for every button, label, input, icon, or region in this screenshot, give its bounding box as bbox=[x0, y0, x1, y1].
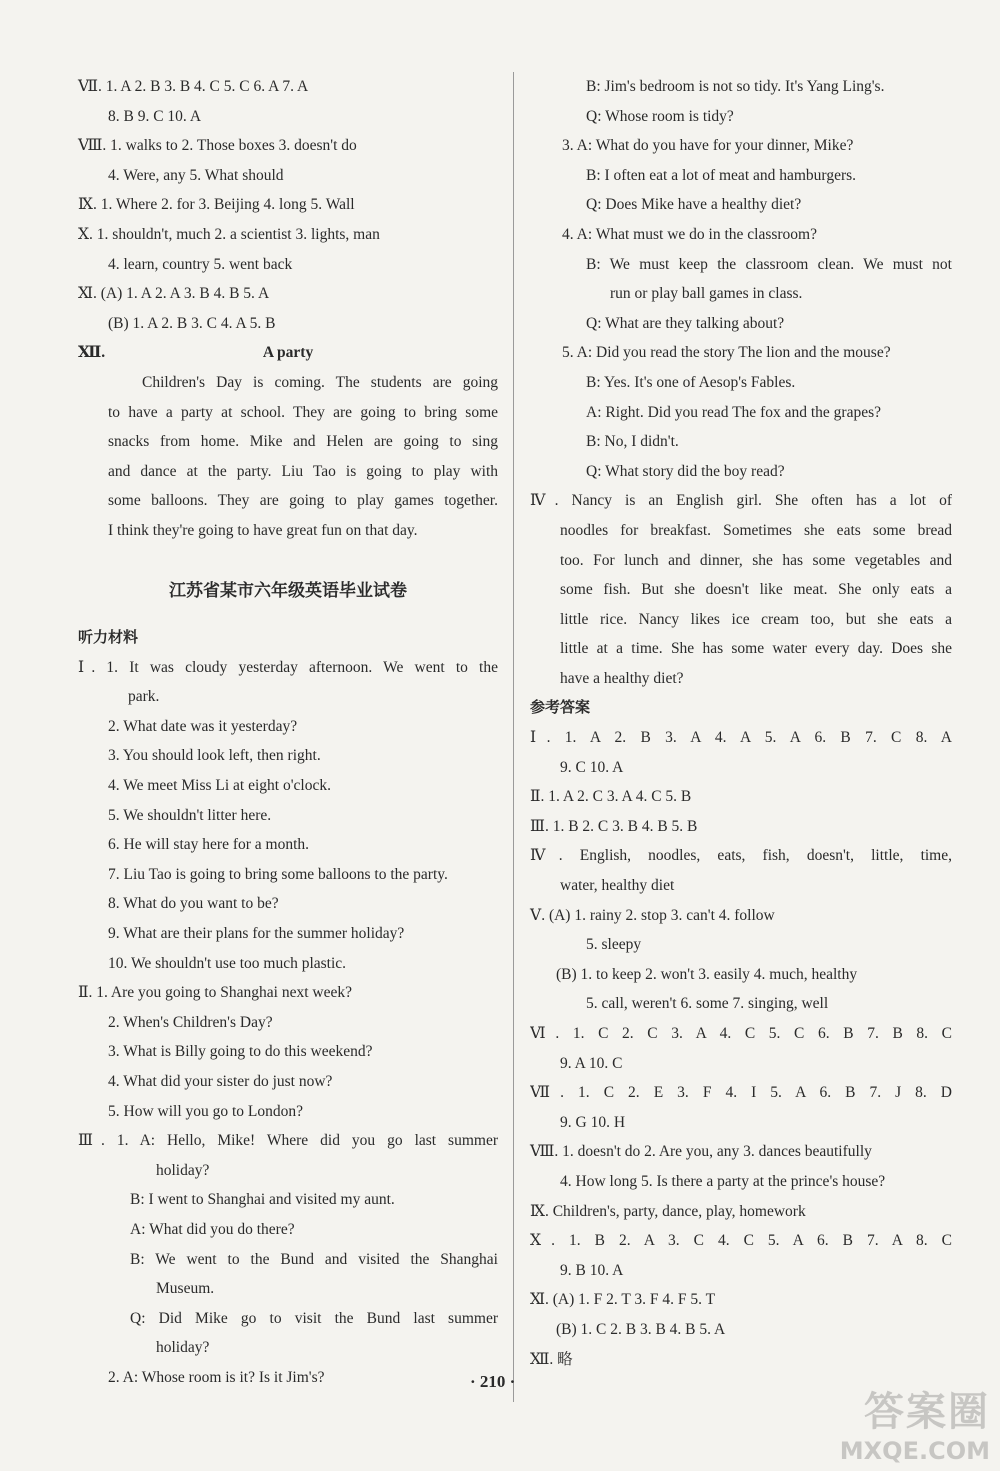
text-line: Ⅷ. 1. walks to 2. Those boxes 3. doesn't do bbox=[78, 137, 357, 155]
text-line: 4. A: What must we do in the classroom? bbox=[562, 225, 817, 243]
watermark-text: 答案圈 bbox=[864, 1389, 990, 1435]
text-line: park. bbox=[128, 688, 160, 706]
text-line: Ⅻ. 略 bbox=[530, 1350, 573, 1368]
text-line: (B) 1. C 2. B 3. B 4. B 5. A bbox=[556, 1320, 726, 1338]
essay-line: some balloons. They are going to play games together. bbox=[108, 492, 498, 510]
column-divider bbox=[513, 72, 514, 1402]
text-line: 5. sleepy bbox=[586, 936, 642, 954]
text-line: Ⅹ. 1. shouldn't, much 2. a scientist 3. lights, man bbox=[78, 225, 380, 243]
text-line: some fish. But she doesn't like meat. She only eats a bbox=[560, 581, 952, 599]
text-line: 8. What do you want to be? bbox=[108, 895, 279, 913]
text-line: 5. A: Did you read the story The lion and the mouse? bbox=[562, 344, 891, 362]
text-line: 9. B 10. A bbox=[560, 1261, 624, 1279]
essay-heading bbox=[78, 338, 498, 368]
text-line: Ⅰ. 1. A 2. B 3. A 4. A 5. A 6. B 7. C 8. A bbox=[530, 729, 952, 747]
essay-line: snacks from home. Mike and Helen are going to sing bbox=[108, 433, 498, 451]
text-line: little at a time. She has some water every day. Does she bbox=[560, 640, 952, 658]
text-line: little rice. Nancy likes ice cream too, but she eats a bbox=[560, 610, 952, 628]
text-line: 4. How long 5. Is there a party at the prince's house? bbox=[560, 1172, 886, 1190]
text-line: (B) 1. to keep 2. won't 3. easily 4. much, healthy bbox=[556, 965, 858, 983]
text-line: Q: Does Mike have a healthy diet? bbox=[586, 196, 802, 214]
text-line: Q: Did Mike go to visit the Bund last summer bbox=[130, 1309, 498, 1327]
text-line: (B) 1. A 2. B 3. C 4. A 5. B bbox=[108, 314, 276, 332]
essay-line: to have a party at school. They are going to bring some bbox=[108, 403, 498, 421]
text-line: 3. A: What do you have for your dinner, Mike? bbox=[562, 137, 854, 155]
text-line: Ⅸ. Children's, party, dance, play, homework bbox=[530, 1202, 806, 1220]
watermark-logo bbox=[840, 1380, 990, 1465]
text-line: Ⅰ. 1. It was cloudy yesterday afternoon. We went to the bbox=[78, 658, 498, 676]
text-line: B: We must keep the classroom clean. We must not bbox=[586, 255, 952, 273]
essay-roman: Ⅻ. bbox=[78, 344, 106, 362]
exam-title: 江苏省某市六年级英语毕业试卷 bbox=[169, 580, 407, 600]
text-line: Q: What are they talking about? bbox=[586, 314, 785, 332]
essay-line: I think they're going to have great fun on that day. bbox=[108, 521, 418, 539]
text-line: 8. B 9. C 10. A bbox=[108, 107, 202, 125]
text-line: 4. learn, country 5. went back bbox=[108, 255, 293, 273]
text-line: A: Right. Did you read The fox and the grapes? bbox=[586, 403, 881, 421]
page-number: · 210 · bbox=[470, 1372, 516, 1391]
text-line: 4. We meet Miss Li at eight o'clock. bbox=[108, 777, 331, 795]
text-line: B: We went to the Bund and visited the Shanghai bbox=[130, 1250, 498, 1268]
text-line: holiday? bbox=[156, 1161, 210, 1179]
text-line: Ⅵ. 1. C 2. C 3. A 4. C 5. C 6. B 7. B 8. C bbox=[530, 1025, 952, 1042]
right-column bbox=[530, 72, 952, 1374]
watermark-url: MXQE.COM bbox=[839, 1437, 990, 1465]
text-line: 3. You should look left, then right. bbox=[108, 747, 321, 765]
text-line: have a healthy diet? bbox=[560, 669, 684, 687]
listening-title: 听力材料 bbox=[78, 628, 139, 647]
text-line: 5. How will you go to London? bbox=[108, 1102, 304, 1120]
text-line: B: No, I didn't. bbox=[586, 433, 679, 451]
text-line: Ⅳ. English, noodles, eats, fish, doesn't, little, time, bbox=[530, 847, 952, 865]
text-line: B: I went to Shanghai and visited my aunt. bbox=[130, 1191, 395, 1209]
text-line: 5. call, weren't 6. some 7. singing, well bbox=[586, 995, 829, 1013]
text-line: 9. What are their plans for the summer holiday? bbox=[108, 925, 405, 943]
text-line: 6. He will stay here for a month. bbox=[108, 836, 310, 854]
text-line: 2. When's Children's Day? bbox=[108, 1013, 273, 1031]
text-line: Ⅳ. Nancy is an English girl. She often has a lot of bbox=[530, 492, 952, 510]
text-line: Ⅶ. 1. A 2. B 3. B 4. C 5. C 6. A 7. A bbox=[78, 78, 309, 95]
text-line: holiday? bbox=[156, 1339, 210, 1357]
text-line: Ⅶ. 1. C 2. E 3. F 4. I 5. A 6. B 7. J 8. D bbox=[530, 1084, 952, 1102]
text-line: noodles for breakfast. Sometimes she eats some bread bbox=[560, 521, 952, 539]
essay-body bbox=[78, 368, 498, 546]
text-line: Ⅸ. 1. Where 2. for 3. Beijing 4. long 5. Wall bbox=[78, 196, 355, 214]
text-line: Ⅺ. (A) 1. F 2. T 3. F 4. F 5. T bbox=[530, 1291, 716, 1309]
answers-title: 参考答案 bbox=[530, 698, 591, 717]
text-line: B: Yes. It's one of Aesop's Fables. bbox=[586, 373, 796, 391]
text-line: 10. We shouldn't use too much plastic. bbox=[108, 954, 347, 972]
text-line: 4. Were, any 5. What should bbox=[108, 166, 284, 184]
text-line: B: Jim's bedroom is not so tidy. It's Yang Ling's. bbox=[586, 78, 885, 95]
text-line: Ⅱ. 1. Are you going to Shanghai next week? bbox=[78, 984, 352, 1002]
text-line: 3. What is Billy going to do this weekend? bbox=[108, 1043, 373, 1061]
text-line: 2. What date was it yesterday? bbox=[108, 717, 298, 735]
essay-title: A party bbox=[262, 344, 314, 362]
text-line: 9. G 10. H bbox=[560, 1113, 626, 1131]
text-line: Ⅲ. 1. A: Hello, Mike! Where did you go last summer bbox=[78, 1132, 498, 1150]
text-line: water, healthy diet bbox=[560, 877, 675, 895]
text-line: too. For lunch and dinner, she has some vegetables and bbox=[560, 551, 952, 569]
answer-key-lines bbox=[530, 723, 952, 1374]
text-line: A: What did you do there? bbox=[130, 1220, 295, 1238]
text-line: Ⅺ. (A) 1. A 2. A 3. B 4. B 5. A bbox=[78, 285, 270, 303]
text-line: Q: Whose room is tidy? bbox=[586, 107, 734, 125]
essay-line: and dance at the party. Liu Tao is going to play with bbox=[108, 462, 498, 480]
text-line: Ⅱ. 1. A 2. C 3. A 4. C 5. B bbox=[530, 788, 692, 806]
text-line: 2. A: Whose room is it? Is it Jim's? bbox=[108, 1368, 325, 1386]
text-line: B: I often eat a lot of meat and hamburgers. bbox=[586, 166, 857, 184]
text-line: 5. We shouldn't litter here. bbox=[108, 806, 272, 824]
text-line: Ⅴ. (A) 1. rainy 2. stop 3. can't 4. follow bbox=[530, 906, 775, 924]
text-line: run or play ball games in class. bbox=[610, 285, 803, 303]
right-listening-lines bbox=[530, 72, 952, 693]
text-line: Ⅷ. 1. doesn't do 2. Are you, any 3. dances beautifully bbox=[530, 1143, 872, 1161]
listening-lines bbox=[78, 653, 498, 1393]
text-line: Q: What story did the boy read? bbox=[586, 462, 785, 480]
text-line: Ⅲ. 1. B 2. C 3. B 4. B 5. B bbox=[530, 817, 698, 835]
left-column bbox=[78, 72, 498, 1393]
text-line: 9. C 10. A bbox=[560, 758, 624, 776]
text-line: Ⅹ. 1. B 2. A 3. C 4. C 5. A 6. B 7. A 8. C bbox=[530, 1232, 952, 1250]
essay-line: Children's Day is coming. The students are going bbox=[142, 373, 498, 391]
text-line: Museum. bbox=[156, 1280, 215, 1298]
text-line: 7. Liu Tao is going to bring some balloons to the party. bbox=[108, 865, 448, 883]
left-answer-lines bbox=[78, 72, 498, 338]
text-line: 4. What did your sister do just now? bbox=[108, 1073, 333, 1090]
text-line: 9. A 10. C bbox=[560, 1054, 623, 1072]
